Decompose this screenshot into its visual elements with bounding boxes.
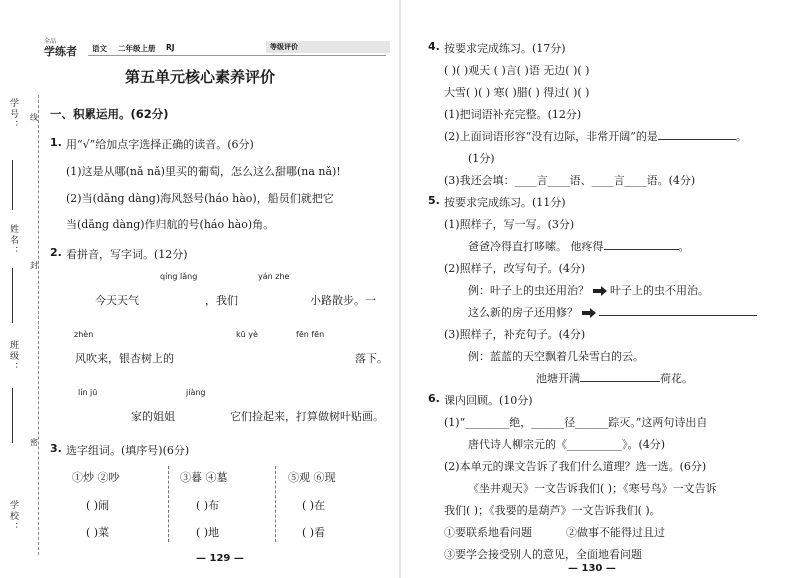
q1-stem: 用“√”给加点字选择正确的读音。(6分) <box>66 138 254 151</box>
q4-sub2-score: (1分) <box>468 152 495 165</box>
q6-sub2b: 我们( )；《我要的是葫芦》一文告诉我们( )。 <box>444 504 661 517</box>
q6-option3: ③要学会接受别人的意见，全面地看问题 <box>444 548 642 561</box>
q6-stem: 课内回顾。(10分) <box>444 394 533 407</box>
q5-sub2-answer[interactable] <box>599 305 757 316</box>
pinyin-yanzhe: yán zhe <box>258 272 290 281</box>
q6-sub1: (1)“________绝，______径______踪灭。”这两句诗出自 <box>444 416 708 429</box>
q5-sub3-end: 荷花。 <box>660 372 693 385</box>
header-subject: 语文 <box>92 44 107 53</box>
class-underline <box>12 388 13 443</box>
q5-example-result: 叶子上的虫不用治。 <box>610 284 709 297</box>
pinyin-kuye: kū yè <box>236 330 258 339</box>
q4-sub2-text: (2)上面词语形容“没有边际，非常开阔”的是 <box>444 130 658 143</box>
q5-sub3-line <box>536 370 693 386</box>
q2-line3a: 家的姐姐 <box>131 410 175 423</box>
number-label: 学号： <box>8 98 18 131</box>
q4-sub2-end: 。 <box>735 130 747 143</box>
q6-sub1b: 唐代诗人柳宗元的《__________》。(4分) <box>468 438 666 451</box>
brand-logo-icon <box>42 36 86 58</box>
q6-number: 6. <box>428 392 440 405</box>
q5-sub1: (1)照样子，写一写。(3分) <box>444 218 575 231</box>
q5-example <box>468 282 709 298</box>
q5-sub1-end: 。 <box>678 240 690 253</box>
pinyin-zhen: zhèn <box>74 330 94 339</box>
q4-sub1: (1)把词语补充完整。(12分) <box>444 108 582 121</box>
q4-row1: ( )( )观天 ( )言( )语 无边( )( ) <box>444 64 590 77</box>
pinyin-linju: lín jū <box>78 388 98 397</box>
header-grade: 二年级上册 <box>118 44 156 53</box>
grade-eval-box: 等级评价 <box>266 41 390 53</box>
q5-sub3-answer[interactable] <box>580 371 660 382</box>
q4-row2: 大雪( )( ) 寒( )腊( ) 得过( )( ) <box>444 86 590 99</box>
q5-sub1-line <box>468 238 690 254</box>
q2-line1c: 小路散步。一 <box>310 294 376 307</box>
pinyin-qinglang: qíng lǎng <box>160 272 198 281</box>
q3-divider-1 <box>168 466 169 542</box>
seal-mark: 密 <box>30 438 38 447</box>
q5-example-text: 例：叶子上的虫还用治？ <box>468 284 589 297</box>
q5-sub2: (2)照样子，改写句子。(4分) <box>444 262 586 275</box>
q3-group1-row2: ( )菜 <box>86 526 110 539</box>
pinyin-fenfen: fēn fēn <box>296 330 325 339</box>
q3-group3-row1: ( )在 <box>302 499 326 512</box>
q4-sub3: (3)我还会填：____言____语、____言____语。(4分) <box>444 174 696 187</box>
q1-line2: (2)当(dāng dàng)海风怒号(háo hào)，船员们就把它 <box>66 192 334 205</box>
right-page <box>400 0 800 578</box>
arrow-right-icon <box>582 308 596 318</box>
q5-sub1-answer[interactable] <box>604 239 679 250</box>
q5-number: 5. <box>428 194 440 207</box>
q2-line1a: 今天天气 <box>95 294 139 307</box>
q3-group2-row2: ( )地 <box>196 526 220 539</box>
q4-stem: 按要求完成练习。(17分) <box>444 42 566 55</box>
q2-line3b: 它们捡起来，打算做树叶贴画。 <box>230 410 384 423</box>
q1-number: 1. <box>50 136 62 149</box>
q2-number: 2. <box>50 246 62 259</box>
section-heading: 一、积累运用。(62分) <box>50 107 169 121</box>
header-edition: RJ <box>166 43 175 52</box>
page-number-left: — 129 — <box>196 553 244 564</box>
q5-sub1-text: 爸爸冷得直打哆嗦。 他疼得 <box>468 240 604 253</box>
svg-text:学练者: 学练者 <box>44 45 77 58</box>
header-rule <box>88 55 386 56</box>
number-underline <box>12 160 13 210</box>
q1-line3: 当(dāng dàng)作归航的号(háo hào)角。 <box>66 218 275 231</box>
q3-group3-header: ⑤观 ⑥现 <box>288 471 336 484</box>
q3-group3-row2: ( )看 <box>302 526 326 539</box>
q2-line2b: 落下。 <box>355 352 388 365</box>
pinyin-jiang: jiàng <box>186 388 206 397</box>
q2-line2a: 风吹来，银杏树上的 <box>75 352 174 365</box>
q5-sub3-example: 例：蓝蓝的天空飘着几朵雪白的云。 <box>468 350 644 363</box>
q5-sub3-text: 池塘开满 <box>536 372 580 385</box>
q3-number: 3. <box>50 442 62 455</box>
school-label: 学校： <box>8 500 18 533</box>
q5-sub3: (3)照样子，补充句子。(4分) <box>444 328 586 341</box>
q3-group1-header: ①炒 ②吵 <box>72 471 120 484</box>
binding-dashed-line <box>38 95 39 555</box>
q5-sub2-line <box>468 304 757 320</box>
q3-stem: 选字组词。(填序号)(6分) <box>66 444 190 457</box>
q2-stem: 看拼音，写字词。(12分) <box>66 248 188 261</box>
q6-sub2a: 《坐井观天》一文告诉我们( )；《寒号鸟》一文告诉 <box>468 482 717 495</box>
q3-group2-row1: ( )布 <box>196 499 220 512</box>
q4-sub2-answer[interactable] <box>658 129 736 140</box>
q3-group2-header: ③暮 ④墓 <box>180 471 228 484</box>
q6-sub2: (2)本单元的课文告诉了我们什么道理？选一选。(6分) <box>444 460 707 473</box>
q2-line1b: ，我们 <box>205 294 238 307</box>
page-title: 第五单元核心素养评价 <box>124 68 275 86</box>
name-underline <box>12 268 13 323</box>
svg-text:全品: 全品 <box>44 38 57 45</box>
arrow-right-icon <box>593 286 607 296</box>
q5-stem: 按要求完成练习。(11分) <box>444 196 566 209</box>
line-mark: 线 <box>30 113 38 122</box>
q4-number: 4. <box>428 40 440 53</box>
q3-group1-row1: ( )闹 <box>86 499 110 512</box>
page-number-right: — 130 — <box>568 563 616 574</box>
q6-option2: ②做事不能得过且过 <box>566 526 665 539</box>
q3-divider-2 <box>275 466 276 542</box>
fence-mark: 封 <box>30 261 38 270</box>
name-label: 姓名： <box>8 224 18 257</box>
q5-sub2-text: 这么新的房子还用修？ <box>468 306 578 319</box>
q6-option1: ①要联系地看问题 <box>444 526 532 539</box>
class-label: 班级： <box>8 340 18 373</box>
q4-sub2 <box>444 128 747 144</box>
q1-line1: (1)这是从哪(nǎ nǎ)里买的葡萄，怎么这么甜哪(na nǎ)! <box>66 165 341 178</box>
